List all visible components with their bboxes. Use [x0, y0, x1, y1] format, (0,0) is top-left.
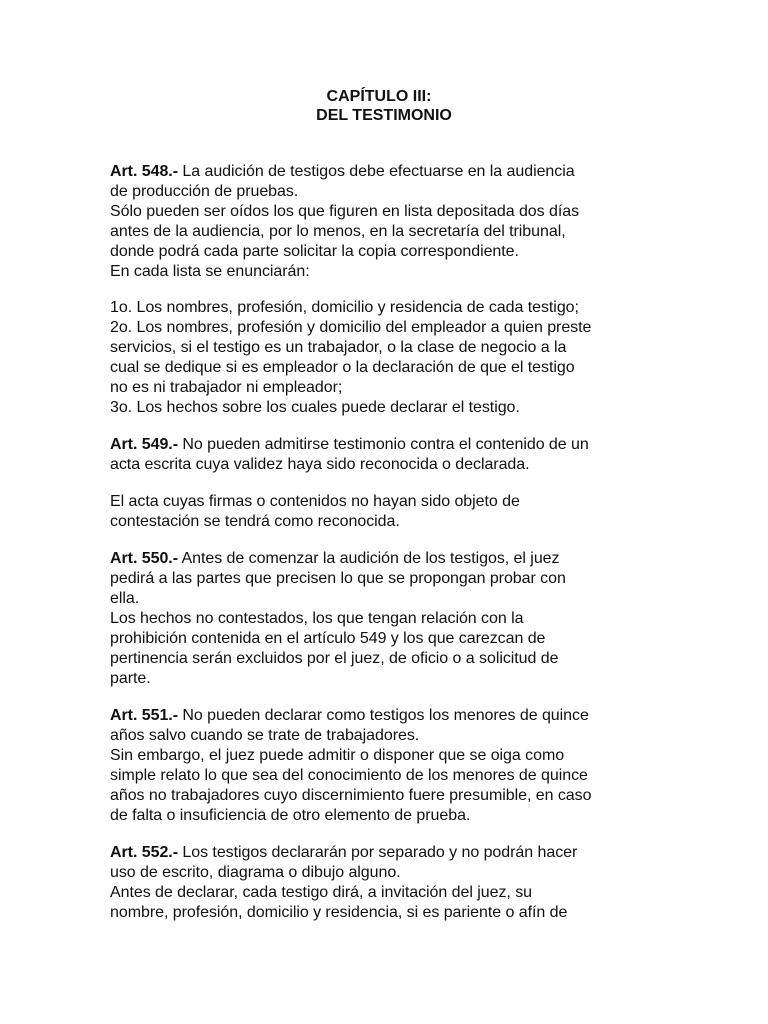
article-550-line: [110, 549, 650, 569]
article-552-line: uso de escrito, diagrama o dibujo alguno.: [110, 864, 401, 881]
chapter-number: CAPÍTULO III:: [326, 88, 432, 105]
article-548-line: [110, 162, 650, 182]
list-item-2: 2o. Los nombres, profesión y domicilio del empleador a quien preste: [110, 319, 592, 336]
article-550-line: pertinencia serán excluidos por el juez, de oficio o a solicitud de: [110, 650, 559, 667]
article-548-line: Sólo pueden ser oídos los que figuren en lista depositada dos días: [110, 203, 580, 220]
article-548-line: En cada lista se enunciarán:: [110, 263, 310, 280]
article-548-text: La audición de testigos debe efectuarse en la audiencia: [177, 163, 575, 180]
article-550-line: parte.: [110, 670, 151, 687]
article-550-number: Art. 550.-: [110, 550, 178, 567]
article-551-number: Art. 551.-: [110, 707, 178, 724]
article-548-line: antes de la audiencia, por lo menos, en la secretaría del tribunal,: [110, 223, 566, 240]
article-552-number: Art. 552.-: [110, 844, 178, 861]
list-item-1: 1o. Los nombres, profesión, domicilio y residencia de cada testigo;: [110, 299, 579, 316]
article-548-line: donde podrá cada parte solicitar la copia correspondiente.: [110, 243, 519, 260]
article-549-number: Art. 549.-: [110, 436, 178, 453]
article-552-line: [110, 843, 650, 863]
article-549-line: contestación se tendrá como reconocida.: [110, 513, 400, 530]
article-550-line: pedirá a las partes que precisen lo que se propongan probar con: [110, 570, 566, 587]
article-551-text: No pueden declarar como testigos los menores de quince: [177, 707, 589, 724]
article-549-line: [110, 435, 650, 455]
document-body: [110, 162, 650, 923]
article-551-line: Sin embargo, el juez puede admitir o disponer que se oiga como: [110, 747, 565, 764]
article-552-line: nombre, profesión, domicilio y residencia, si es pariente o afín de: [110, 904, 568, 921]
list-item-2: cual se dedique si es empleador o la declaración de que el testigo: [110, 359, 575, 376]
article-551-line: años no trabajadores cuyo discernimiento fuere presumible, en caso: [110, 787, 592, 804]
article-550-line: Los hechos no contestados, los que tengan relación con la: [110, 610, 524, 627]
article-550-line: ella.: [110, 590, 140, 607]
article-548: [110, 162, 650, 418]
article-552-line: Antes de declarar, cada testigo dirá, a invitación del juez, su: [110, 884, 532, 901]
article-551-line: [110, 706, 650, 726]
article-550-line: prohibición contenida en el artículo 549 y los que carezcan de: [110, 630, 546, 647]
chapter-title: DEL TESTIMONIO: [316, 107, 452, 124]
article-550-text: Antes de comenzar la audición de los testigos, el juez: [177, 550, 560, 567]
article-551: [110, 706, 650, 826]
article-549: [110, 435, 650, 532]
article-548-number: Art. 548.-: [110, 163, 178, 180]
article-551-line: de falta o insuficiencia de otro elemento de prueba.: [110, 807, 471, 824]
article-552-text: Los testigos declararán por separado y no podrán hacer: [177, 844, 578, 861]
article-549-line: El acta cuyas firmas o contenidos no hayan sido objeto de: [110, 493, 520, 510]
article-551-line: simple relato lo que sea del conocimiento de los menores de quince: [110, 767, 588, 784]
article-550: [110, 549, 650, 689]
list-item-2: servicios, si el testigo es un trabajador, o la clase de negocio a la: [110, 339, 567, 356]
article-552: [110, 843, 650, 923]
article-551-line: años salvo cuando se trate de trabajadores.: [110, 727, 420, 744]
article-549-line: acta escrita cuya validez haya sido reconocida o declarada.: [110, 456, 530, 473]
article-549-text: No pueden admitirse testimonio contra el contenido de un: [177, 436, 589, 453]
list-item-2: no es ni trabajador ni empleador;: [110, 379, 343, 396]
list-item-3: 3o. Los hechos sobre los cuales puede declarar el testigo.: [110, 399, 520, 416]
article-548-line: de producción de pruebas.: [110, 183, 299, 200]
